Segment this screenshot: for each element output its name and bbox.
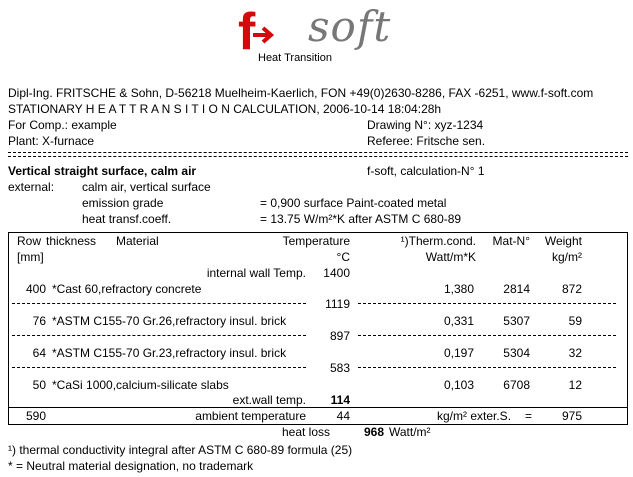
layer-divider [12, 367, 306, 368]
heat-loss-unit: Watt/m² [389, 425, 431, 439]
layer-divider [12, 303, 306, 304]
layer-thickness: 50 [32, 378, 46, 392]
header-material: Material [116, 234, 159, 248]
ext-wall-label: ext.wall temp. [232, 393, 306, 407]
footnote-conductivity: ¹) thermal conductivity integral after ASTM C 680-89 formula (25) [8, 443, 353, 457]
company-line: Dipl-Ing. FRITSCHE & Sohn, D-56218 Muelheim-Kaerlich, FON +49(0)2630-8286, FAX -6251, www.f-soft.com [8, 86, 594, 100]
layer-material: *Cast 60,refractory concrete [52, 282, 202, 296]
layer-thickness: 64 [32, 346, 46, 360]
equals-sign: = [525, 409, 533, 423]
internal-wall-label: internal wall Temp. [206, 266, 306, 280]
logo-soft-text: soft [308, 2, 392, 51]
ambient-label: ambient temperature [195, 409, 306, 423]
layer-conductivity: 0,197 [443, 346, 474, 360]
header-temperature: Temperature [282, 234, 350, 248]
for-comp: For Comp.: example [8, 118, 117, 132]
header-kgm2: kg/m² [552, 250, 582, 264]
header-weight: Weight [544, 234, 582, 248]
coeff-label: heat transf.coeff. [82, 212, 172, 226]
drawing-no: Drawing N°: xyz-1234 [367, 118, 484, 132]
layer-mat-no: 2814 [503, 282, 530, 296]
interface-temp: 583 [329, 361, 350, 375]
layer-conductivity: 1,380 [443, 282, 474, 296]
header-wmk: Watt/m*K [425, 250, 476, 264]
layer-divider [358, 367, 616, 368]
footnote-trademark: * = Neutral material designation, no trademark [8, 459, 254, 473]
layer-mat-no: 5307 [503, 314, 530, 328]
layer-conductivity: 0,331 [443, 314, 474, 328]
logo-arrow-icon [251, 24, 277, 46]
emission-value: = 0,900 surface Paint-coated metal [260, 196, 447, 210]
interface-temp: 1119 [325, 297, 350, 311]
coeff-value: = 13.75 W/m²*K after ASTM C 680-89 [260, 212, 462, 226]
internal-wall-temp: 1400 [323, 266, 350, 280]
layer-mat-no: 5304 [503, 346, 530, 360]
header-mm: [mm] [17, 250, 44, 264]
total-weight: 975 [561, 409, 582, 423]
header-therm-cond: ¹)Therm.cond. [400, 234, 476, 248]
layer-divider [358, 335, 616, 336]
layer-material: *CaSi 1000,calcium-silicate slabs [52, 378, 229, 392]
emission-label: emission grade [82, 196, 164, 210]
layer-material: *ASTM C155-70 Gr.23,refractory insul. brick [52, 346, 287, 360]
layer-material: *ASTM C155-70 Gr.26,refractory insul. brick [52, 314, 287, 328]
layer-weight: 59 [568, 314, 582, 328]
interface-temp: 897 [329, 329, 350, 343]
heat-loss-label: heat loss [281, 425, 330, 439]
kgm2-label: kg/m² exter.S. [437, 409, 512, 423]
logo-subtitle: Heat Transition [258, 52, 332, 64]
header-degc: °C [336, 250, 350, 264]
calc-number: f-soft, calculation-N° 1 [367, 164, 485, 178]
separator [8, 152, 628, 157]
total-thickness: 590 [25, 409, 46, 423]
section-title: Vertical straight surface, calm air [8, 164, 197, 178]
external-label: external: [8, 180, 55, 194]
layer-thickness: 76 [32, 314, 46, 328]
header-mat-no: Mat-N° [492, 234, 530, 248]
layer-divider [12, 335, 306, 336]
ext-wall-temp: 114 [330, 393, 350, 407]
logo-f-mark: f [238, 4, 277, 60]
plant: Plant: X-furnace [8, 134, 95, 148]
header-row: Row [17, 234, 42, 248]
layer-divider [358, 303, 616, 304]
calc-line: STATIONARY H E A T T R A N S I T I O N CALCULATION, 2006-10-14 18:04:28h [8, 102, 442, 116]
layer-weight: 32 [568, 346, 582, 360]
ambient-temp: 44 [336, 409, 350, 423]
table-footer-rule [8, 407, 628, 408]
layer-conductivity: 0,103 [443, 378, 474, 392]
layer-weight: 12 [568, 378, 582, 392]
external-value: calm air, vertical surface [82, 180, 211, 194]
layer-weight: 872 [561, 282, 582, 296]
heat-loss-value: 968 [363, 425, 384, 439]
layer-mat-no: 6708 [503, 378, 530, 392]
layer-thickness: 400 [25, 282, 46, 296]
referee: Referee: Fritsche sen. [367, 134, 486, 148]
header-thickness: thickness [46, 234, 97, 248]
